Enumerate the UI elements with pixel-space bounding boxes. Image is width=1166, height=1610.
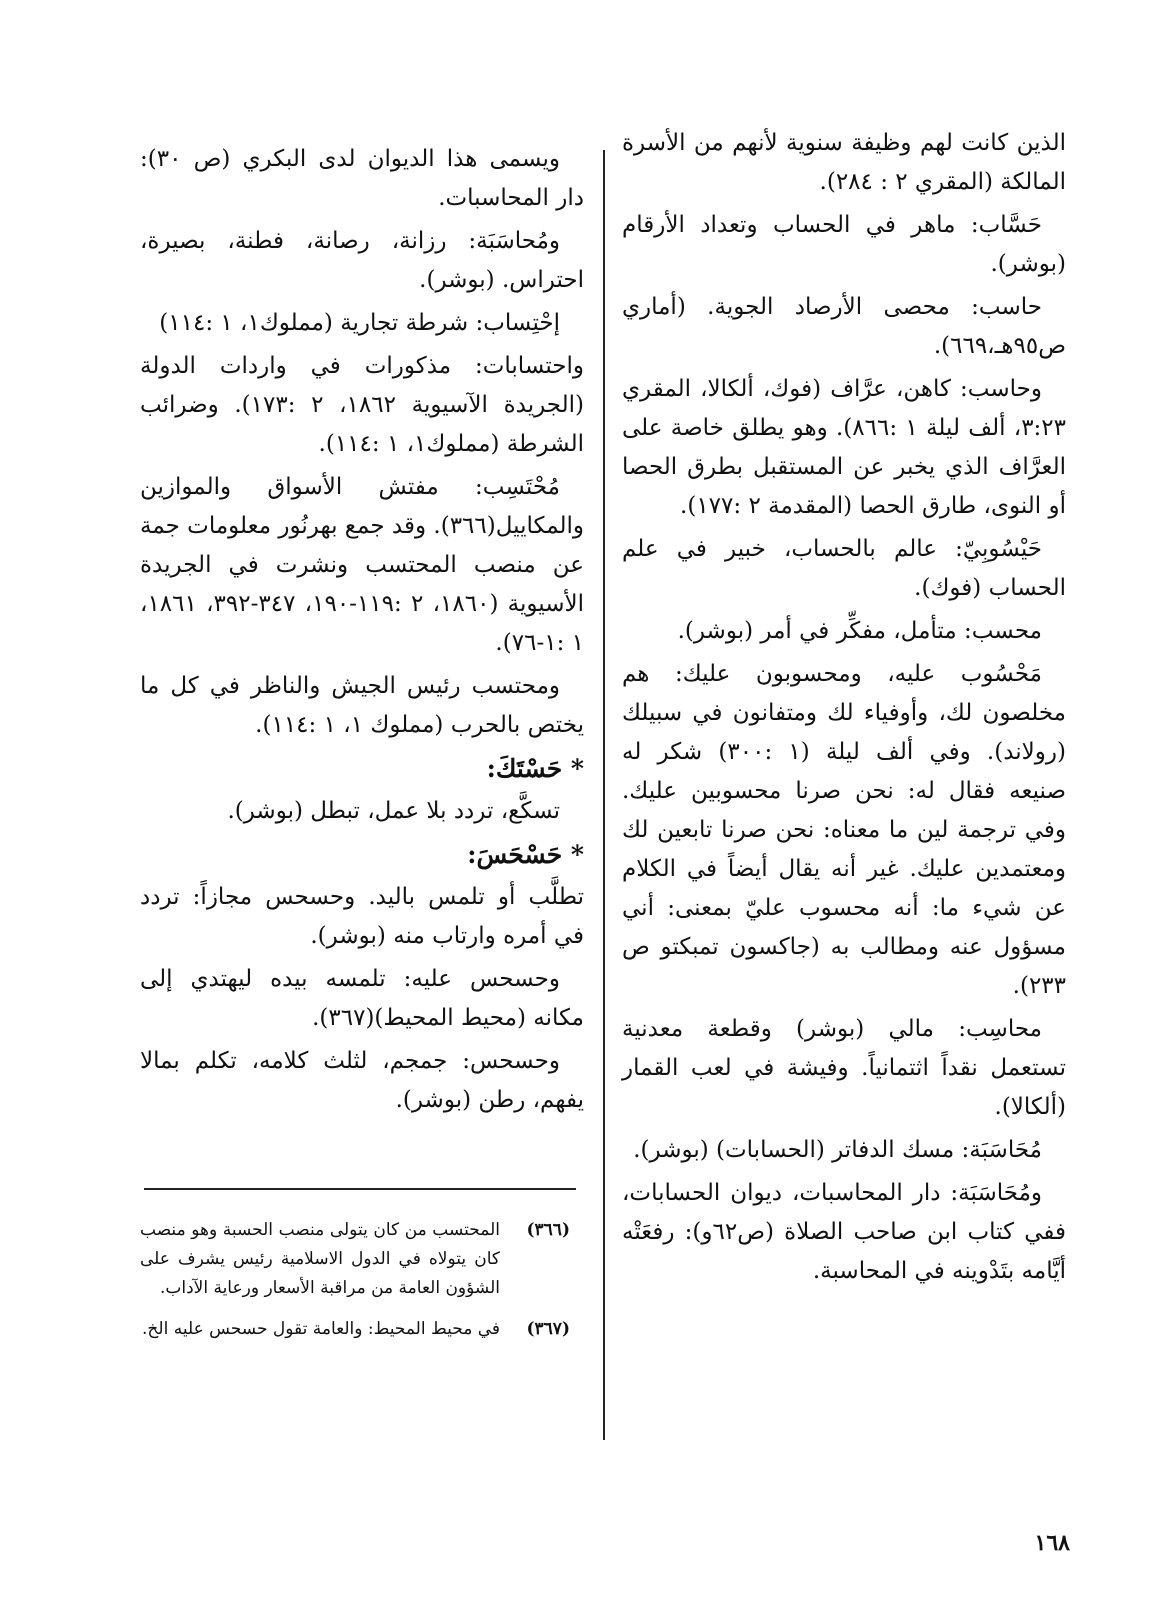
entry-paragraph: تطلَّب أو تلمس باليد. وحسحس مجازاً: تردد في أمره وارتاب منه (بوشر). [140,884,584,949]
page-number: ١٦٨ [1034,1530,1070,1556]
entry-paragraph: تسكَّع، تردد بلا عمل، تبطل (بوشر). [227,798,560,824]
footnotes [140,1216,570,1356]
entry-paragraph: الذين كانت لهم وظيفة سنوية لأنهم من الأسرة المالكة (المقري ٢ : ٢٨٤). [622,130,1066,195]
entry-paragraph: واحتسابات: مذكورات في واردات الدولة (الجريدة الآسيوية ١٨٦٢، ٢ :١٧٣). وضرائب الشرطة (مملوك١، ١ :١١٤). [140,353,585,457]
footnote-number: (٣٦٦) [526,1220,570,1240]
entry-paragraph: حاسب: محصى الأرصاد الجوية. (أماري ص٩٥هـ،٦٦٩). [622,294,1066,359]
entry-paragraph: حَسَّاب: ماهر في الحساب وتعداد الأرقام (بوشر). [622,212,1066,277]
entry-paragraph: حَيْسُوبِيّ: عالم بالحساب، خبير في علم الحساب (فوك). [622,536,1066,601]
entry-paragraph: مُحَاسَبَة: مسك الدفاتر (الحسابات) (بوشر). [633,1137,1042,1163]
entry-paragraph: وحسحس عليه: تلمسه بيده ليهتدي إلى مكانه (محيط المحيط)(٣٦٧). [140,966,584,1031]
entry-paragraph: إحْتِساب: شرطة تجارية (مملوك١، ١ :١١٤) [159,310,560,336]
footnote-text: المحتسب من كان يتولى منصب الحسبة وهو منصب كان يتولاه في الدول الاسلامية رئيس يشرف على الشؤون العامة من مراقبة الأسعار ورعاية الآداب. [140,1220,500,1298]
footnote-number: (٣٦٧) [526,1319,570,1339]
left-column [140,140,584,1124]
entry-paragraph: وحاسب: كاهن، عرَّاف (فوك، ألكالا، المقري ٣:٢٣، ألف ليلة ١ :٨٦٦). وهو يطلق خاصة على العرَّاف الذي يخبر عن المستقبل بطرق الحصا أو النوى، طارق الحصا (المقدمة ٢ :١٧٧). [622,376,1067,519]
entry-paragraph: ومحتسب رئيس الجيش والناظر في كل ما يختص بالحرب (مملوك ١، ١ :١١٤). [140,673,584,738]
entry-paragraph: ومُحَاسَبَة: دار المحاسبات، ديوان الحسابات، ففي كتاب ابن صاحب الصلاة (ص٦٢و): رفعَتْه أيَّامه بتَدْوينه في المحاسبة. [622,1180,1066,1284]
entry-paragraph: وحسحس: جمجم، لثلث كلامه، تكلم بمالا يفهم، رطن (بوشر). [140,1048,584,1113]
entry-headword: * حَسْتَكَ: [486,754,584,783]
column-divider [603,150,605,1440]
footnote-rule [144,1188,576,1190]
entry-headword: * حَسْحَسَ: [467,840,584,869]
entry-paragraph: ومُحاسَبَة: رزانة، رصانة، فطنة، بصيرة، احتراس. (بوشر). [140,228,584,293]
entry-paragraph: مُحْتَسِب: مفتش الأسواق والموازين والمكاييل(٣٦٦). وقد جمع بهرنُور معلومات جمة عن منصب المحتسب ونشرت في الجريدة الأسيوية (١٨٦٠، ٢ :١١٩-١٩٠، ٣٤٧-٣٩٢، ١٨٦١، ١ :١-٧٦). [140,474,585,656]
right-column [622,124,1066,1295]
entry-paragraph: محاسِب: مالي (بوشر) وقطعة معدنية تستعمل نقداً اثتمانياً. وفيشة في لعب القمار (ألكالا). [622,1016,1066,1120]
entry-paragraph: محسب: متأمل، مفكِّر في أمر (بوشر). [677,618,1042,644]
footnote [140,1315,570,1344]
footnote-text: في محيط المحيط: والعامة تقول حسحس عليه الخ. [142,1319,500,1339]
entry-paragraph: مَحْسُوب عليه، ومحسوبون عليك: هم مخلصون لك، وأوفياء لك ومتفانون في سبيلك (رولاند). وفي ألف ليلة (١ :٣٠٠) شكر له صنيعه فقال له: نحن صرنا محسوبين عليك. وفي ترجمة لين ما معناه: نحن صرنا تابعين لك ومعتمدين عليك. غير أنه يقال أيضاً في الكلام عن شيء ما: أنه محسوب عليّ بمعنى: أني مسؤول عنه ومطالب به (جاكسون تمبكتو ص ٢٣٣). [622,661,1066,999]
footnote [140,1216,570,1303]
entry-paragraph: ويسمى هذا الديوان لدى البكري (ص ٣٠): دار المحاسبات. [140,146,584,211]
